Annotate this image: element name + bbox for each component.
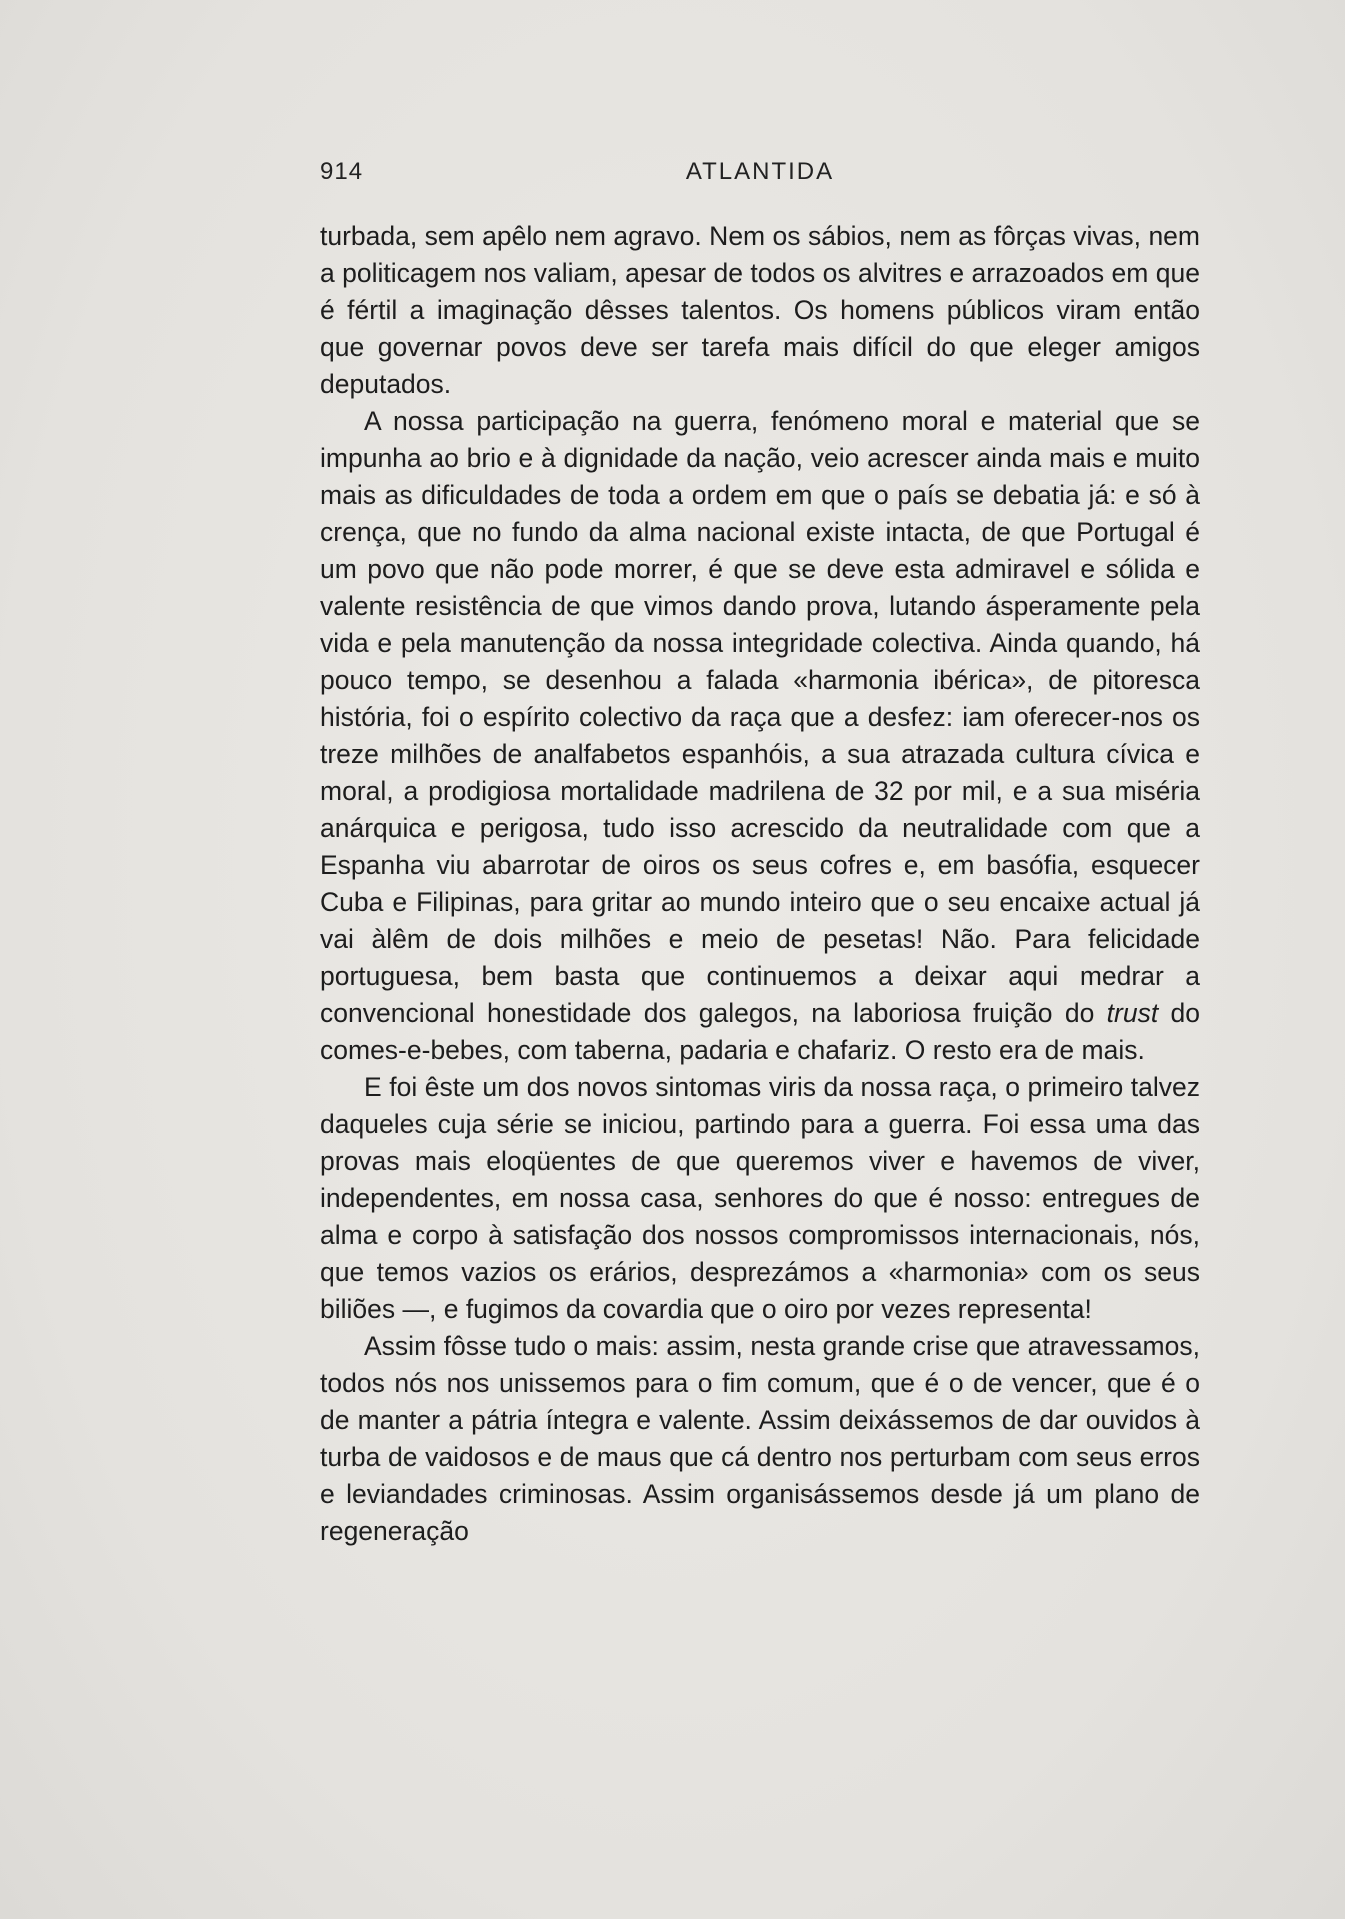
paragraph-1: turbada, sem apêlo nem agravo. Nem os sábios, nem as fôrças vivas, nem a politicagem nos valiam, apesar de todos os alvitres e arrazoados em que é fértil a imaginação dêsses talentos. Os homens públicos viram então que governar povos deve ser tarefa mais difícil do que eleger amigos deputados. <box>320 221 1200 399</box>
paragraph-4: Assim fôsse tudo o mais: assim, nesta grande crise que atravessamos, todos nós nos unissemos para o fim comum, que é o de vencer, que é o de manter a pátria íntegra e valente. Assim deixássemos de dar ouvidos à turba de vaidosos e de maus que cá dentro nos perturbam com seus erros e leviandades criminosas. Assim organisássemos desde já um plano de regeneração <box>320 1331 1200 1546</box>
page-number: 914 <box>320 158 364 185</box>
paragraph-2-italic-word: trust <box>1106 998 1159 1028</box>
paragraph-2-text-before: A nossa participação na guerra, fenómeno moral e material que se impunha ao brio e à dignidade da nação, veio acrescer ainda mais e muito mais as dificuldades de toda a ordem em que o país se debatia já: e só à crença, que no fundo da alma nacional existe intacta, de que Portugal é um povo que não pode morrer, é que se deve esta admiravel e sólida e valente resistência de que vimos dando prova, lutando ásperamente pela vida e pela manutenção da nossa integridade colectiva. Ainda quando, há pouco tempo, se desenhou a falada «harmonia ibérica», de pitoresca história, foi o espírito colectivo da raça que a desfez: iam oferecer-nos os treze milhões de analfabetos espanhóis, a sua atrazada cultura cívica e moral, a prodigiosa mortalidade madrilena de 32 por mil, e a sua miséria anárquica e perigosa, tudo isso acrescido da neutralidade com que a Espanha viu abarrotar de oiros os seus cofres e, em basófia, esquecer Cuba e Filipinas, para gritar ao mundo inteiro que o seu encaixe actual já vai àlêm de dois milhões e meio de pesetas! Não. Para felicidade portuguesa, bem basta que continuemos a deixar aqui medrar a convencional honestidade dos galegos, na laboriosa fruição do <box>320 406 1200 1028</box>
body-text <box>320 218 1200 1550</box>
paragraph-3: E foi êste um dos novos sintomas viris da nossa raça, o primeiro talvez daqueles cuja série se iniciou, partindo para a guerra. Foi essa uma das provas mais eloqüentes de que queremos viver e havemos de viver, independentes, em nossa casa, senhores do que é nosso: entregues de alma e corpo à satisfação dos nossos compromissos internacionais, nós, que temos vazios os erários, desprezámos a «harmonia» com os seus biliões —, e fugimos da covardia que o oiro por vezes representa! <box>320 1072 1200 1324</box>
paragraph-2-text-after: do comes-e-bebes, com taberna, padaria e chafariz. O resto era de mais. <box>320 998 1200 1065</box>
paragraph-2 <box>320 403 1200 1069</box>
running-title: ATLANTIDA <box>685 158 835 185</box>
running-head <box>320 158 1200 192</box>
